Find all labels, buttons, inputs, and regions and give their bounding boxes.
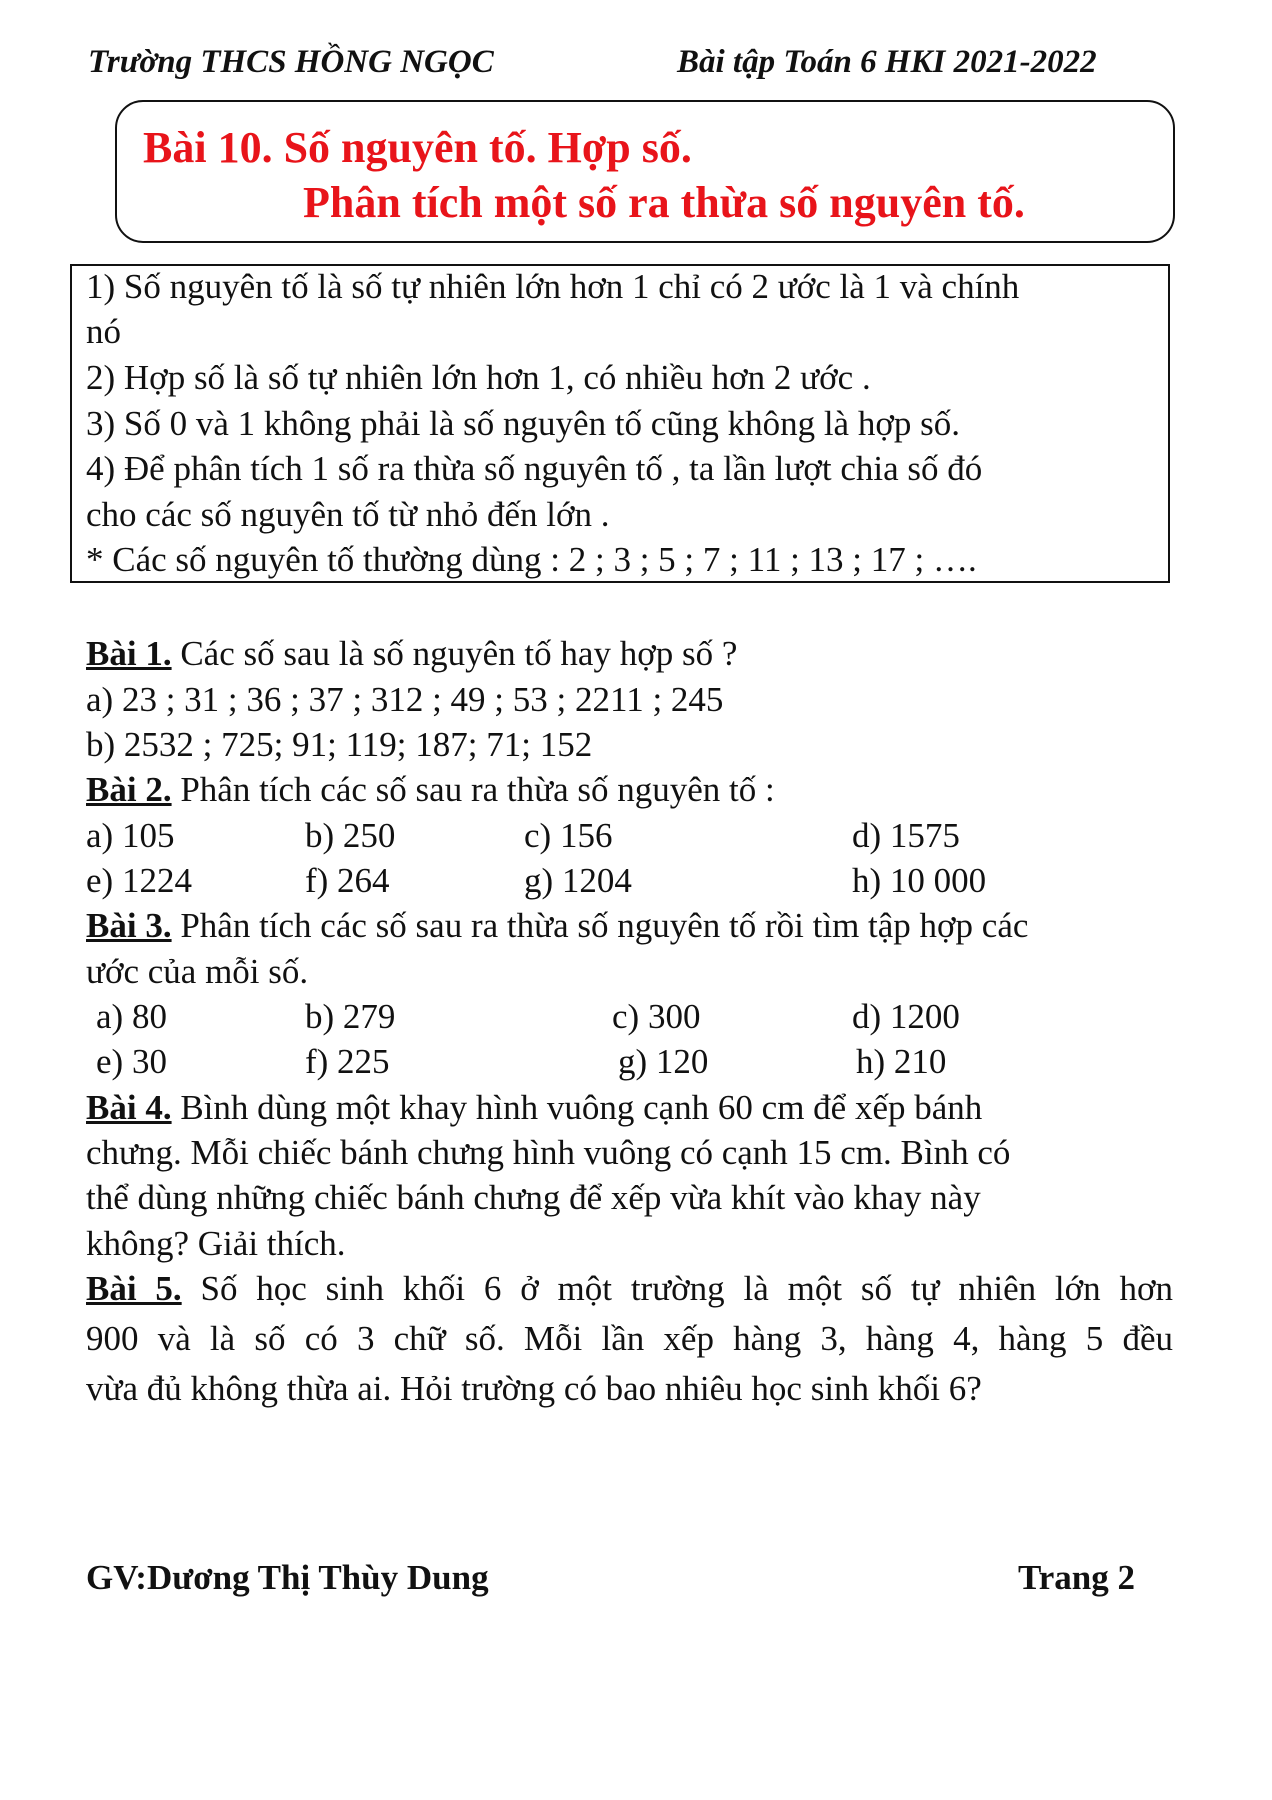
- exercise-3-item: h) 210: [856, 1042, 947, 1081]
- exercise-1-heading: [86, 634, 737, 674]
- theory-line: 4) Để phân tích 1 số ra thừa số nguyên tố , ta lần lượt chia số đó: [86, 449, 983, 488]
- exercise-2-item: g) 1204: [524, 861, 632, 900]
- theory-line: nó: [86, 312, 121, 351]
- exercise-2-item: c) 156: [524, 816, 613, 855]
- exercise-label: Bài 1.: [86, 634, 172, 673]
- exercise-text: Phân tích các số sau ra thừa số nguyên tố :: [171, 770, 775, 809]
- exercise-2-item: a) 105: [86, 816, 175, 855]
- exercise-2-heading: [86, 770, 775, 810]
- exercise-1-part-a: a) 23 ; 31 ; 36 ; 37 ; 312 ; 49 ; 53 ; 2211 ; 245: [86, 680, 724, 719]
- exercise-text: Các số sau là số nguyên tố hay hợp số ?: [171, 634, 738, 673]
- exercise-label: Bài 4.: [86, 1088, 172, 1127]
- exercise-text: Số học sinh khối 6 ở một trường là một số tự nhiên lớn hơn: [181, 1269, 1173, 1308]
- exercise-3-heading: [86, 906, 1028, 946]
- exercise-label: Bài 3.: [86, 906, 172, 945]
- exercise-4-heading: [86, 1088, 982, 1128]
- lesson-title-line1: Bài 10. Số nguyên tố. Hợp số.: [143, 123, 692, 172]
- school-name: Trường THCS HỒNG NGỌC: [88, 44, 494, 80]
- exercise-4-line: chưng. Mỗi chiếc bánh chưng hình vuông có cạnh 15 cm. Bình có: [86, 1133, 1011, 1172]
- exercise-1-part-b: b) 2532 ; 725; 91; 119; 187; 71; 152: [86, 725, 593, 764]
- exercise-4-line: thể dùng những chiếc bánh chưng để xếp vừa khít vào khay này: [86, 1178, 981, 1217]
- exercise-text: Bình dùng một khay hình vuông cạnh 60 cm để xếp bánh: [171, 1088, 983, 1127]
- exercise-2-item: h) 10 000: [852, 861, 987, 900]
- theory-line: cho các số nguyên tố từ nhỏ đến lớn .: [86, 495, 610, 534]
- exercise-3-item: f) 225: [305, 1042, 390, 1081]
- exercise-5-heading: [86, 1269, 1173, 1309]
- theory-line: 3) Số 0 và 1 không phải là số nguyên tố cũng không là hợp số.: [86, 404, 960, 443]
- exercise-3-item: e) 30: [96, 1042, 167, 1081]
- subject-title: Bài tập Toán 6 HKI 2021-2022: [677, 44, 1097, 80]
- exercise-5-line: 900 và là số có 3 chữ số. Mỗi lần xếp hàng 3, hàng 4, hàng 5 đều: [86, 1319, 1173, 1358]
- theory-line: * Các số nguyên tố thường dùng : 2 ; 3 ; 5 ; 7 ; 11 ; 13 ; 17 ; ….: [86, 540, 977, 579]
- lesson-title-line2: Phân tích một số ra thừa số nguyên tố.: [303, 178, 1025, 227]
- page-number: Trang 2: [1018, 1558, 1135, 1597]
- exercise-4-line: không? Giải thích.: [86, 1224, 346, 1263]
- exercise-2-item: d) 1575: [852, 816, 960, 855]
- theory-line: 1) Số nguyên tố là số tự nhiên lớn hơn 1 chỉ có 2 ước là 1 và chính: [86, 267, 1020, 306]
- exercise-label: Bài 5.: [86, 1269, 182, 1308]
- exercise-2-item: e) 1224: [86, 861, 192, 900]
- exercise-3-text-cont: ước của mỗi số.: [86, 952, 309, 991]
- teacher-name: GV:Dương Thị Thùy Dung: [86, 1558, 489, 1597]
- exercise-text: Phân tích các số sau ra thừa số nguyên tố rồi tìm tập hợp các: [171, 906, 1029, 945]
- exercise-3-item: c) 300: [612, 997, 701, 1036]
- theory-line: 2) Hợp số là số tự nhiên lớn hơn 1, có nhiều hơn 2 ước .: [86, 358, 871, 397]
- exercise-3-item: b) 279: [305, 997, 396, 1036]
- exercise-3-item: a) 80: [96, 997, 167, 1036]
- exercise-label: Bài 2.: [86, 770, 172, 809]
- exercise-3-item: d) 1200: [852, 997, 960, 1036]
- exercise-3-item: g) 120: [618, 1042, 709, 1081]
- exercise-2-item: f) 264: [305, 861, 390, 900]
- exercise-5-line: vừa đủ không thừa ai. Hỏi trường có bao nhiêu học sinh khối 6?: [86, 1369, 982, 1408]
- exercise-2-item: b) 250: [305, 816, 396, 855]
